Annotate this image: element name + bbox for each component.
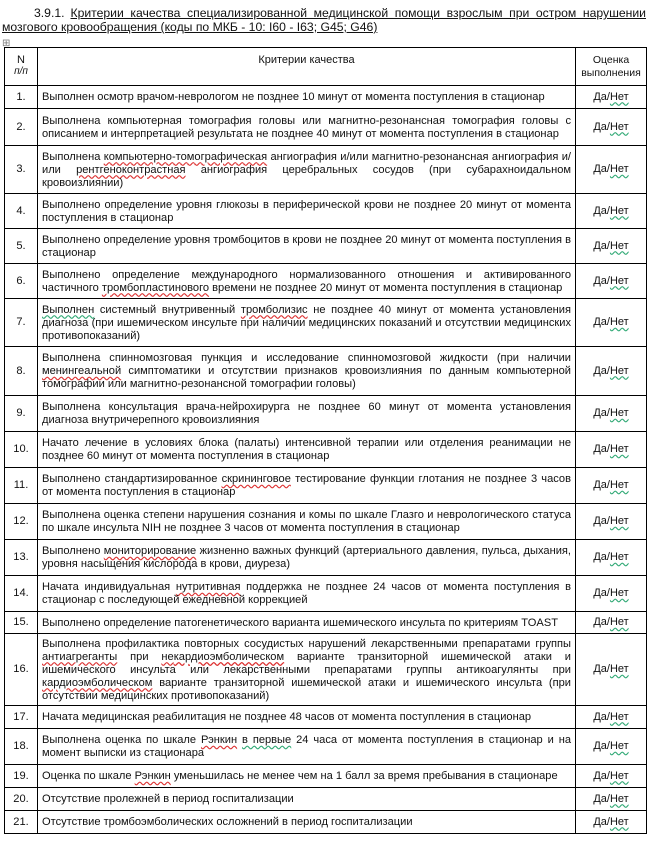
- table-row: [5, 347, 647, 396]
- row-number: 9.: [5, 396, 38, 432]
- criterion-text: Выполнена профилактика повторных сосудистых нарушений лекарственными препаратами группы антиагреганты при некардиоэмболическом варианте транзиторной ишемической атаки и ишемического инсульта или лекарственными препаратами группы антикоагулянты при кардиоэмболическом варианте транзиторной ишемической атаки и ишемического инсульта (при отсутствии медицинских противопоказаний): [38, 634, 576, 706]
- evaluation-cell: Да/Нет: [576, 540, 647, 576]
- row-number: 10.: [5, 432, 38, 468]
- evaluation-cell: Да/Нет: [576, 146, 647, 194]
- evaluation-cell: Да/Нет: [576, 706, 647, 729]
- criterion-text: Выполнено определение патогенетического варианта ишемического инсульта по критериям TOAST: [38, 612, 576, 634]
- table-header-row: [5, 48, 647, 86]
- table-row: [5, 811, 647, 834]
- table-row: [5, 146, 647, 194]
- evaluation-cell: Да/Нет: [576, 634, 647, 706]
- criterion-text: Выполнено определение международного нормализованного отношения и активированного частичного тромбопластинового времени не позднее 20 минут от момента поступления в стационар: [38, 264, 576, 299]
- table-row: [5, 229, 647, 264]
- header-criteria: Критерии качества: [38, 48, 576, 86]
- table-anchor-icon[interactable]: ⊞: [2, 38, 11, 49]
- criterion-text: Начато лечение в условиях блока (палаты) интенсивной терапии или отделения реанимации не позднее 60 минут от момента поступления в стационар: [38, 432, 576, 468]
- table-row: [5, 729, 647, 765]
- evaluation-cell: Да/Нет: [576, 229, 647, 264]
- evaluation-cell: Да/Нет: [576, 109, 647, 146]
- criterion-text: Выполнена компьютерная томография головы или магнитно-резонансная томография головы с описанием и интерпретацией результата не позднее 40 минут от момента поступления в стационар: [38, 109, 576, 146]
- row-number: 18.: [5, 729, 38, 765]
- section-number: 3.9.1.: [34, 6, 65, 20]
- row-number: 21.: [5, 811, 38, 834]
- criterion-text: Выполнено определение уровня глюкозы в периферической крови не позднее 20 минут от момента поступления в стационар: [38, 194, 576, 229]
- row-number: 1.: [5, 86, 38, 109]
- header-evaluation: Оценка выполнения: [576, 48, 647, 86]
- row-number: 14.: [5, 576, 38, 612]
- row-number: 16.: [5, 634, 38, 706]
- criterion-text: Выполнен системный внутривенный тромболизис не позднее 40 минут от момента установления диагноза (при ишемическом инсульте при наличии медицинских показаний и отсутствии медицинских противопоказаний): [38, 299, 576, 347]
- quality-criteria-table: [4, 47, 647, 834]
- table-row: [5, 109, 647, 146]
- evaluation-cell: Да/Нет: [576, 396, 647, 432]
- row-number: 20.: [5, 788, 38, 811]
- table-row: [5, 634, 647, 706]
- row-number: 6.: [5, 264, 38, 299]
- row-number: 7.: [5, 299, 38, 347]
- evaluation-cell: Да/Нет: [576, 788, 647, 811]
- section-heading: [2, 6, 646, 34]
- table-row: [5, 194, 647, 229]
- table-row: [5, 788, 647, 811]
- row-number: 2.: [5, 109, 38, 146]
- table-row: [5, 468, 647, 504]
- criterion-text: Оценка по шкале Рэнкин уменьшилась не менее чем на 1 балл за время пребывания в стационаре: [38, 765, 576, 788]
- criterion-text: Отсутствие тромбоэмболических осложнений в период госпитализации: [38, 811, 576, 834]
- table-row: [5, 504, 647, 540]
- evaluation-cell: Да/Нет: [576, 504, 647, 540]
- table-row: [5, 576, 647, 612]
- criterion-text: Выполнено мониторирование жизненно важных функций (артериального давления, пульса, дыхания, уровня насыщения кислорода в крови, диуреза): [38, 540, 576, 576]
- criterion-text: Выполнено стандартизированное скрининговое тестирование функции глотания не позднее 3 часов от момента поступления в стационар: [38, 468, 576, 504]
- row-number: 19.: [5, 765, 38, 788]
- table-row: [5, 765, 647, 788]
- row-number: 12.: [5, 504, 38, 540]
- evaluation-cell: Да/Нет: [576, 86, 647, 109]
- table-row: [5, 612, 647, 634]
- row-number: 11.: [5, 468, 38, 504]
- evaluation-cell: Да/Нет: [576, 729, 647, 765]
- row-number: 8.: [5, 347, 38, 396]
- criterion-text: Отсутствие пролежней в период госпитализации: [38, 788, 576, 811]
- table-row: [5, 432, 647, 468]
- evaluation-cell: Да/Нет: [576, 264, 647, 299]
- section-title: Критерии качества специализированной медицинской помощи взрослым при остром нарушении мозгового кровообращения (коды по МКБ - 10: I60 - I63; G45; G46): [2, 6, 646, 34]
- row-number: 17.: [5, 706, 38, 729]
- evaluation-cell: Да/Нет: [576, 432, 647, 468]
- criterion-text: Выполнена оценка степени нарушения сознания и комы по шкале Глазго и неврологического статуса по шкале инсульта NIH не позднее 3 часов от момента поступления в стационар: [38, 504, 576, 540]
- header-number: [5, 48, 38, 86]
- evaluation-cell: Да/Нет: [576, 811, 647, 834]
- criterion-text: Выполнена спинномозговая пункция и исследование спинномозговой жидкости (при наличии менингеальной симптоматики и отсутствии признаков кровоизлияния по данным компьютерной томографии или магнитно-резонансной томографии головы): [38, 347, 576, 396]
- criterion-text: Начата медицинская реабилитация не позднее 48 часов от момента поступления в стационар: [38, 706, 576, 729]
- row-number: 13.: [5, 540, 38, 576]
- evaluation-cell: Да/Нет: [576, 612, 647, 634]
- table-row: [5, 264, 647, 299]
- table-row: [5, 706, 647, 729]
- criterion-text: Начата индивидуальная нутритивная поддержка не позднее 24 часов от момента поступления в стационар с последующей ежедневной коррекцией: [38, 576, 576, 612]
- table-row: [5, 299, 647, 347]
- criterion-text: Выполнена компьютерно-томографическая ангиография и/или магнитно-резонансная ангиография и/или рентгеноконтрастная ангиография церебральных сосудов (при субарахноидальном кровоизлиянии): [38, 146, 576, 194]
- criterion-text: Выполнено определение уровня тромбоцитов в крови не позднее 20 минут от момента поступления в стационар: [38, 229, 576, 264]
- evaluation-cell: Да/Нет: [576, 765, 647, 788]
- table-row: [5, 86, 647, 109]
- row-number: 4.: [5, 194, 38, 229]
- evaluation-cell: Да/Нет: [576, 468, 647, 504]
- evaluation-cell: Да/Нет: [576, 347, 647, 396]
- table-row: [5, 396, 647, 432]
- criterion-text: Выполнена оценка по шкале Рэнкин в первые 24 часа от момента поступления в стационар и на момент выписки из стационара: [38, 729, 576, 765]
- evaluation-cell: Да/Нет: [576, 576, 647, 612]
- header-number-label: N: [17, 54, 25, 66]
- table-row: [5, 540, 647, 576]
- evaluation-cell: Да/Нет: [576, 299, 647, 347]
- header-number-sublabel: п/п: [14, 66, 28, 77]
- row-number: 15.: [5, 612, 38, 634]
- criterion-text: Выполнен осмотр врачом-неврологом не позднее 10 минут от момента поступления в стационар: [38, 86, 576, 109]
- criterion-text: Выполнена консультация врача-нейрохирурга не позднее 60 минут от момента установления диагноза внутричерепного кровоизлияния: [38, 396, 576, 432]
- row-number: 3.: [5, 146, 38, 194]
- row-number: 5.: [5, 229, 38, 264]
- evaluation-cell: Да/Нет: [576, 194, 647, 229]
